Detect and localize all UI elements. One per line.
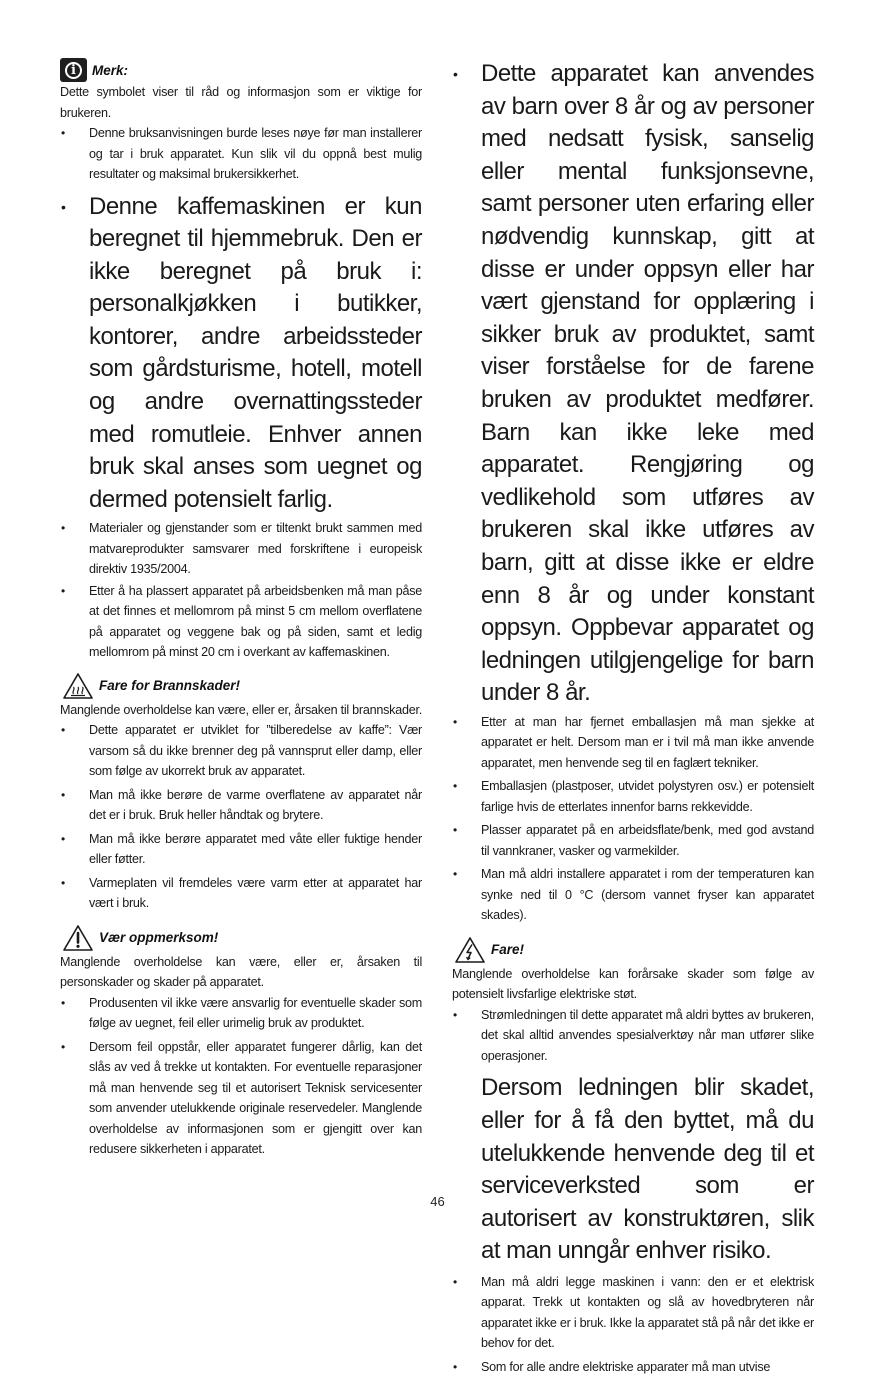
list-item: • Etter at man har fjernet emballasjen må man sjekke at apparatet er helt. Dersom man er i tvil må man ikke anvende apparatet, men henvende seg til en faglært tekniker. — [452, 712, 814, 774]
burn-heading — [60, 672, 422, 700]
list-item: • Dersom feil oppstår, eller apparatet fungerer dårlig, kan det slås av ved å trekke ut kontakten. For eventuelle reparasjoner må man henvende seg til et autorisert Teknisk servicesenter som anvender utelukkende originale reservedeler. Manglende overholdelse av informasjonen som er gjengitt over kan redusere sikkerheten i apparatet. — [60, 1037, 422, 1160]
attention-title: Vær oppmerksom! — [99, 930, 219, 946]
household-notice: • Denne kaffemaskinen er kun beregnet til hjemmebruk. Den er ikke beregnet på bruk i: personalkjøkken i butikker, kontorer, andre arbeidssteder som gårdsturisme, hotell, motell og andre overnattingssteder med romutleie. Enhver annen bruk skal anses som uegnet og dermed potensielt farlig. — [60, 191, 422, 517]
list-item: • Man må ikke berøre de varme overflatene av apparatet når det er i bruk. Bruk heller håndtak og brytere. — [60, 785, 422, 826]
list-item: • Man må aldri installere apparatet i rom der temperaturen kan synke ned til 0 °C (dersom vannet fryser kan apparatet skades). — [452, 864, 814, 926]
burn-intro: Manglende overholdelse kan være, eller er, årsaken til brannskader. — [60, 702, 422, 717]
list-item: • Plasser apparatet på en arbeidsflate/benk, med god avstand til vannkraner, vasker og varmekilder. — [452, 820, 814, 861]
burn-title: Fare for Brannskader! — [99, 678, 241, 694]
children-list — [452, 58, 814, 710]
list-item: • Strømledningen til dette apparatet må aldri byttes av brukeren, det skal alltid anvendes spesialverktøy når man utfører slike operasjoner. — [452, 1005, 814, 1067]
household-list — [60, 191, 422, 517]
list-item: • Produsenten vil ikke være ansvarlig for eventuelle skader som følge av uegnet, feil eller urimelig bruk av produktet. — [60, 993, 422, 1034]
note-list — [60, 123, 422, 185]
list-item: • Som for alle andre elektriske apparater må man utvise — [452, 1357, 814, 1377]
danger-list — [452, 1005, 814, 1067]
danger-title: Fare! — [491, 942, 525, 958]
list-item: • Etter å ha plassert apparatet på arbeidsbenken må man påse at det finnes et mellomrom på minst 5 cm mellom overflatene på apparatet og veggene bak og på siden, samt et ledig mellomrom på minst 20 cm i overkant av kaffemaskinen. — [60, 581, 422, 663]
danger-intro: Manglende overholdelse kan forårsake skader som følge av potensielt livsfarlige elektriske støt. — [452, 966, 814, 1002]
attention-heading — [60, 924, 422, 952]
list-item: • Materialer og gjenstander som er tiltenkt brukt sammen med matvareprodukter samsvarer med forskriftene i europeisk direktiv 1935/2004. — [60, 518, 422, 580]
left-column — [60, 58, 422, 1160]
danger-heading — [452, 936, 814, 964]
danger-list-after — [452, 1272, 814, 1377]
general-list — [60, 518, 422, 663]
list-item: • Man må aldri legge maskinen i vann: den er et elektrisk apparat. Trekk ut kontakten og slå av hovedbryteren når apparatet ikke er i bruk. Ikke la apparatet stå på når det ikke er behov for det. — [452, 1272, 814, 1354]
right-column — [452, 58, 814, 1377]
attention-intro: Manglende overholdelse kan være, eller er, årsaken til personskader og skader på apparatet. — [60, 954, 422, 990]
cord-notice: Dersom ledningen blir skadet, eller for å få den byttet, må du utelukkende henvende deg til et serviceverksted som er autorisert av konstruktøren, slik at man unngår enhver risiko. — [481, 1074, 814, 1265]
setup-list — [452, 712, 814, 926]
list-item: • Man må ikke berøre apparatet med våte eller fuktige hender eller føtter. — [60, 829, 422, 870]
info-icon: i — [60, 58, 87, 82]
hot-surface-warning-icon — [62, 672, 94, 700]
list-item: • Emballasjen (plastposer, utvidet polystyren osv.) er potensielt farlige hvis de etterlates innenfor barns rekkevidde. — [452, 776, 814, 817]
exclamation-warning-icon — [62, 924, 94, 952]
note-title: Merk: — [92, 62, 129, 78]
electric-shock-warning-icon — [454, 936, 486, 964]
list-item: • Dette apparatet er utviklet for ”tilberedelse av kaffe”: Vær varsom så du ikke brenner deg på vannsprut eller damp, eller som følge av ukorrekt bruk av apparatet. — [60, 720, 422, 782]
page-number: 46 — [430, 1194, 445, 1209]
burn-list — [60, 720, 422, 914]
note-intro: Dette symbolet viser til råd og informasjon som er viktige for brukeren. — [60, 85, 422, 120]
attention-list — [60, 993, 422, 1160]
list-item: • Varmeplaten vil fremdeles være varm etter at apparatet har vært i bruk. — [60, 873, 422, 914]
children-notice: • Dette apparatet kan anvendes av barn over 8 år og av personer med nedsatt fysisk, sanselig eller mental funksjonsevne, samt personer uten erfaring eller nødvendig kunnskap, gitt at disse er under oppsyn eller har vært gjenstand for opplæring i sikker bruk av produktet, samt viser forståelse for de farene bruken av produktet medfører. Barn kan ikke leke med apparatet. Rengjøring og vedlikehold som utføres av brukeren skal ikke utføres av barn, gitt at disse ikke er eldre enn 8 år og under konstant oppsyn. Oppbevar apparatet og ledningen utilgjengelige for barn under 8 år. — [452, 58, 814, 710]
note-heading — [60, 58, 422, 82]
list-item: • Denne bruksanvisningen burde leses nøye før man installerer og tar i bruk apparatet. Kun slik vil du oppnå best mulig resultater og maksimal brukersikkerhet. — [60, 123, 422, 185]
